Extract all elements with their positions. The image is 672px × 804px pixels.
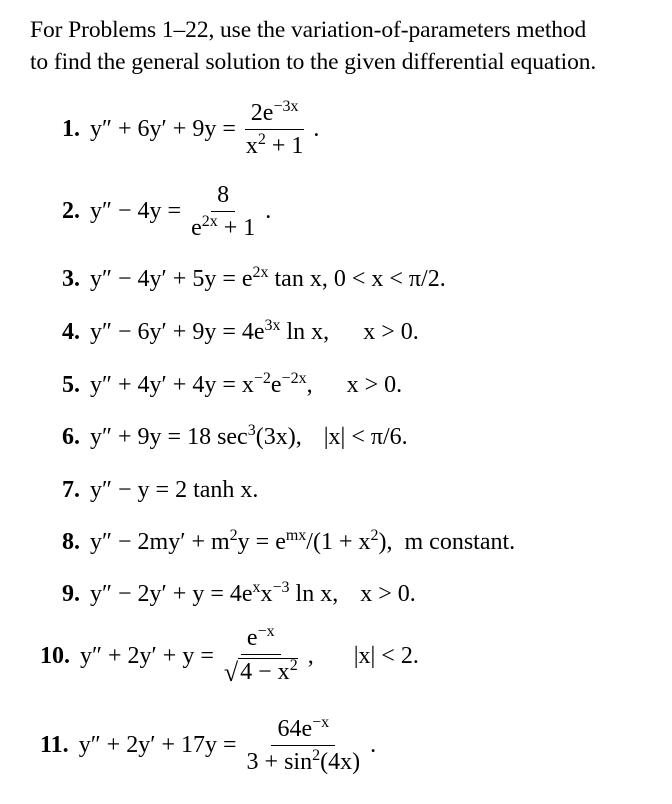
condition: x > 0. — [360, 581, 416, 607]
fraction — [240, 100, 310, 160]
problem-6 — [62, 424, 408, 451]
problem-3 — [62, 266, 446, 293]
condition: m constant. — [404, 529, 516, 555]
equation-lhs: y″ + 6y′ + 9y = — [90, 116, 236, 143]
problem-number: 11. — [40, 732, 69, 759]
equation-lhs: y″ + 2y′ + y = — [80, 642, 214, 669]
equation: y″ − y = 2 tanh x. — [90, 477, 259, 503]
problem-4 — [62, 319, 419, 346]
equation: $y'' - 2my' + m^2y = e^{mx}/(1 + x^2)$, — [90, 527, 393, 555]
problem-number: 10. — [40, 642, 70, 669]
numerator: $2e^{-3x}$ — [245, 100, 305, 130]
problem-8 — [62, 529, 515, 556]
equation: $y'' + 4y' + 4y = x^{-2}e^{-2x}$, — [90, 370, 313, 398]
numerator: $e^{-x}$ — [241, 625, 281, 655]
problem-number: 4. — [62, 319, 80, 345]
equation-lhs: y″ − 4y = — [90, 198, 182, 225]
square-root: √ $4 - x^2$ — [223, 657, 298, 687]
fraction — [185, 182, 261, 242]
equation: $y'' - 4y' + 5y = e^{2x}$ tan x, 0 < x < π/2. — [90, 264, 446, 292]
problem-number: 6. — [62, 424, 80, 450]
fraction — [218, 625, 304, 687]
problem-number: 8. — [62, 529, 80, 555]
instructions-line-1: For Problems 1–22, use the variation-of-parameters method — [30, 17, 587, 43]
denominator — [218, 655, 304, 687]
condition: x > 0. — [363, 319, 419, 345]
condition: x > 0. — [346, 372, 403, 398]
problem-11: 11. y″ + 2y′ + 17y = $\frac{64e^{-x}}{3 + \sin^2(4x)}$ . — [40, 714, 377, 776]
denominator: $e^{2x} + 1$ — [191, 213, 256, 242]
problem-number: 2. — [62, 198, 80, 225]
problem-number: 7. — [62, 477, 80, 503]
equation: $y'' - 6y' + 9y = 4e^{3x}$ ln x, — [90, 317, 330, 345]
instructions — [30, 14, 670, 78]
equation-lhs: y″ + 2y′ + 17y = — [78, 732, 237, 759]
problem-number: 9. — [62, 581, 80, 607]
instructions-line-2: to find the general solution to the given differential equation. — [30, 49, 597, 75]
condition: |x| < 2. — [353, 642, 419, 669]
equation: y″ + 9y = 18 $\sec^3(3x)$, — [90, 422, 302, 450]
denominator: $3 + \sin^2(4x)$ — [246, 747, 361, 776]
problem-7 — [62, 477, 258, 504]
equation: $y'' - 2y' + y = 4e^xx^{-3}$ ln x, — [90, 579, 339, 607]
problem-5 — [62, 372, 402, 399]
problem-number: 3. — [62, 266, 80, 292]
problem-2: 2. y″ − 4y = $\frac{8}{e^{2x} + 1}$ . — [62, 182, 272, 242]
problem-10: 10. y″ + 2y′ + y = $e^{-x}$ √ $4 - x^2$ , |x| < 2. — [40, 623, 419, 687]
problem-number: 5. — [62, 372, 80, 398]
numerator: 8 — [211, 182, 235, 212]
problem-1: 1. y″ + 6y′ + 9y = $\frac{2e^{-3x}}{x^2 + 1}$ . — [62, 98, 320, 160]
denominator: $x^2 + 1$ — [245, 131, 304, 160]
fraction — [241, 716, 367, 776]
problem-number: 1. — [62, 116, 80, 143]
numerator: $64e^{-x}$ — [271, 716, 335, 746]
problem-9 — [62, 581, 416, 608]
condition: |x| < π/6. — [323, 424, 408, 450]
